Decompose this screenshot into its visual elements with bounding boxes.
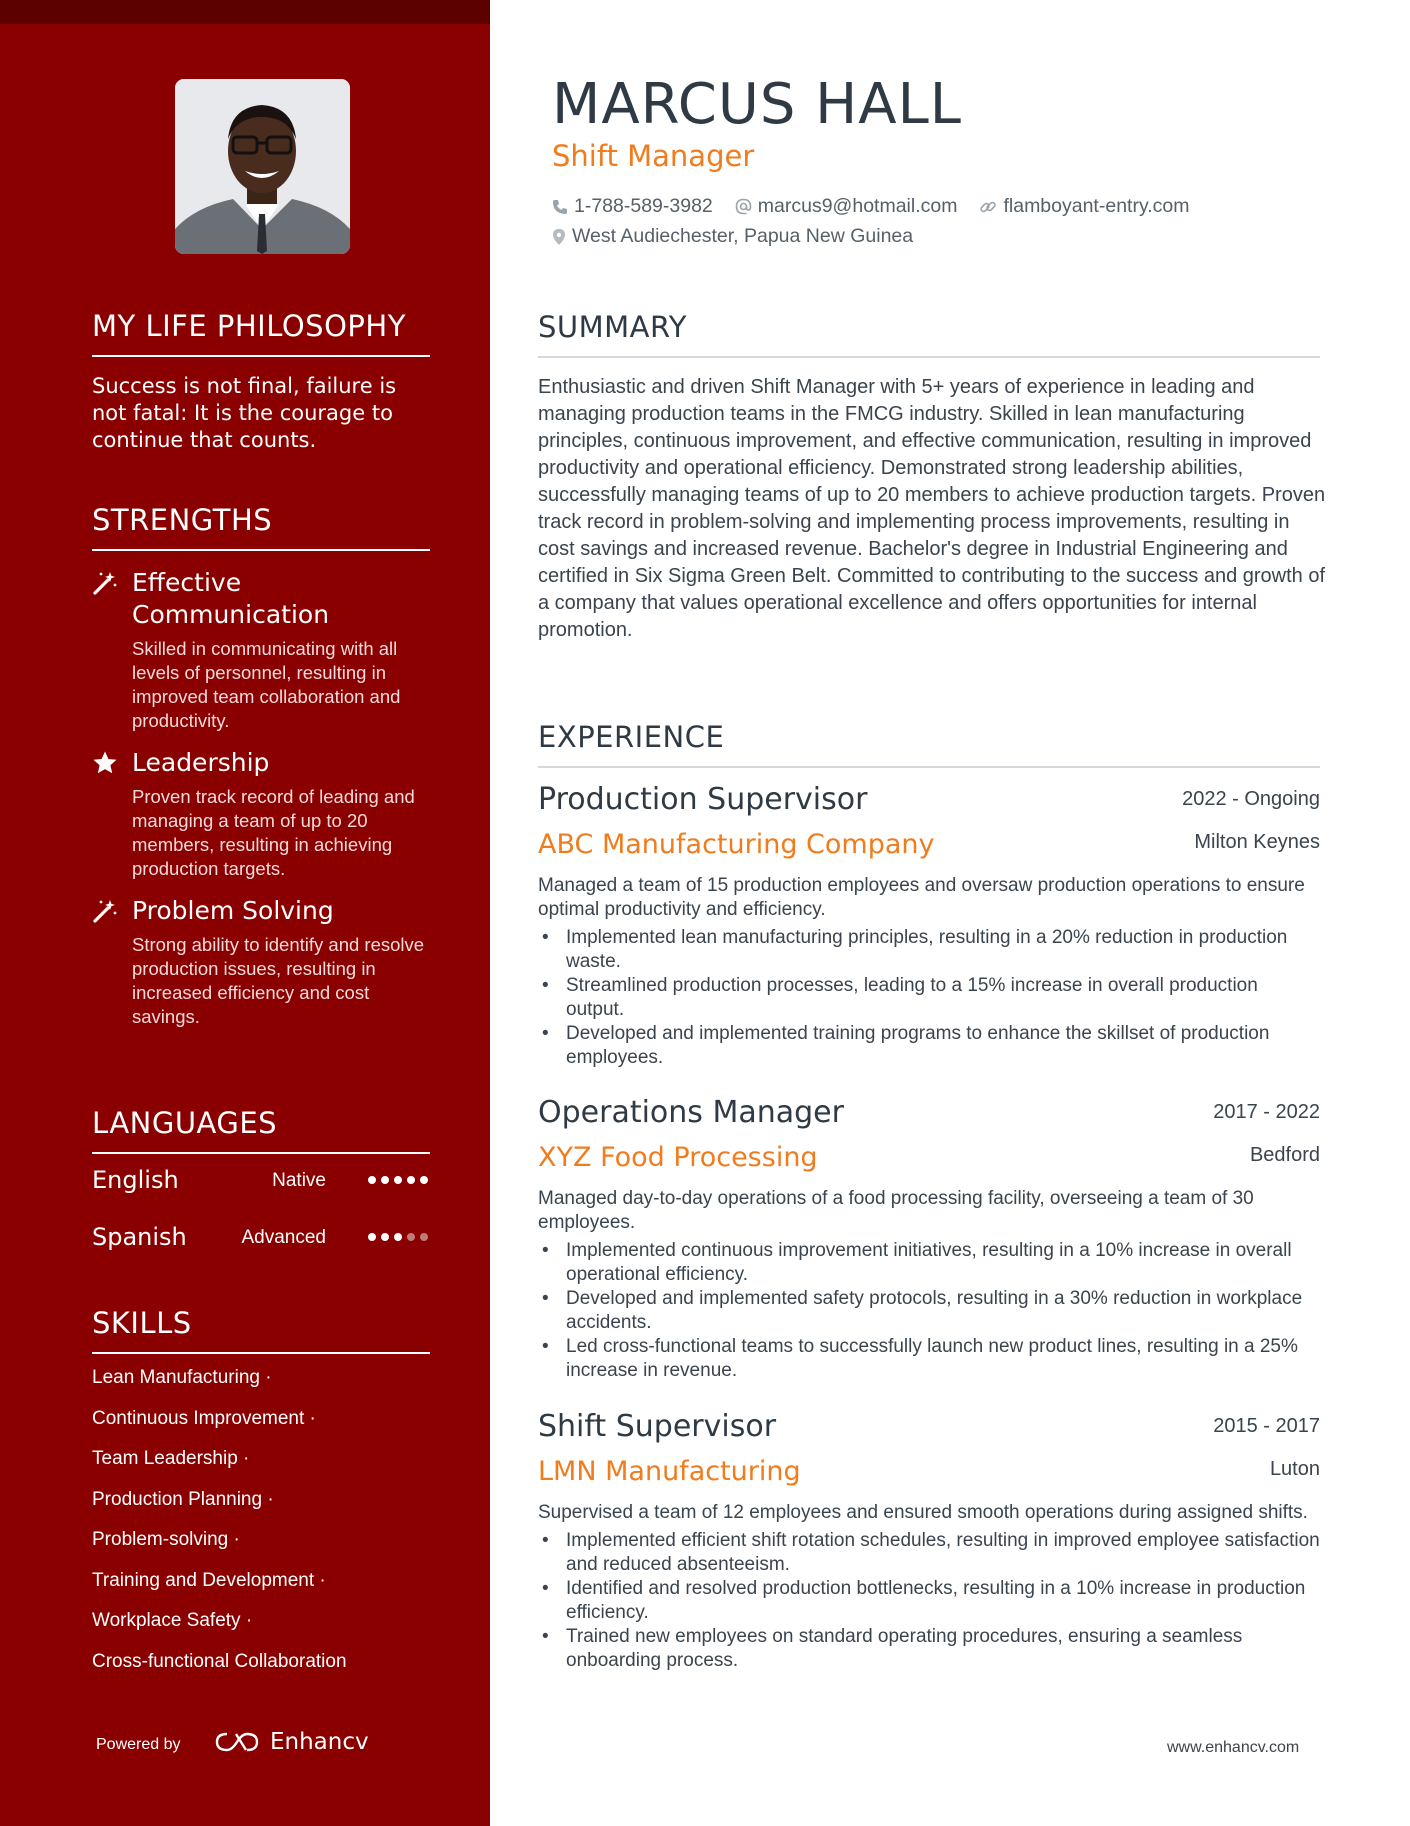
achievement-item: • Implemented continuous improvement initiatives, resulting in a 10% increase in overall operational efficiency. [538,1239,1320,1287]
skill-item: Production Planning · [92,1488,274,1510]
rating-dot-filled [420,1176,428,1184]
experience-entry [538,1409,1320,1673]
rating-dot-filled [394,1233,402,1241]
job-description: Managed day-to-day operations of a food processing facility, overseeing a team of 30 employees. [538,1188,1254,1233]
enhancv-logo-icon [214,1730,260,1754]
skill-item: Problem-solving · [92,1529,240,1550]
rating-dot-filled [368,1233,376,1241]
skills-section [92,1306,430,1686]
job-company: ABC Manufacturing Company [538,829,935,860]
achievement-item: • Developed and implemented training programs to enhance the skillset of production employees. [538,1022,1320,1070]
skills-list [92,1362,430,1686]
job-location: Luton [1269,1458,1320,1480]
job-location: Bedford [1249,1144,1320,1166]
candidate-name: MARCUS HALL [552,72,962,137]
phone-contact[interactable] [552,195,713,218]
strengths-section [92,503,430,1029]
phone-icon [552,199,568,215]
languages-section [92,1106,430,1268]
strength-desc: Skilled in communicating with all levels of personnel, resulting in improved team collaboration and productivity. [132,638,401,731]
job-dates: 2022 - Ongoing [1182,788,1320,810]
strength-item [92,747,430,881]
languages-heading: LANGUAGES [92,1106,430,1154]
website-contact[interactable] [979,195,1189,218]
skill-item: Lean Manufacturing · [92,1367,272,1388]
job-description: Supervised a team of 12 employees and ensured smooth operations during assigned shifts. [538,1502,1308,1523]
job-description: Managed a team of 15 production employees and oversaw production operations to ensure optimal productivity and efficiency. [538,875,1305,920]
rating-dot-filled [407,1176,415,1184]
location-row [552,225,935,248]
achievement-item: • Developed and implemented safety protocols, resulting in a 30% reduction in workplace accidents. [538,1287,1320,1335]
job-achievements [538,1239,1320,1383]
rating-dot-filled [394,1176,402,1184]
strengths-heading: STRENGTHS [92,503,430,551]
philosophy-text: Success is not final, failure is not fatal: It is the courage to continue that counts. [92,374,397,452]
philosophy-heading: MY LIFE PHILOSOPHY [92,309,430,357]
strength-item [92,567,430,733]
website-text: flamboyant-entry.com [1003,195,1190,217]
skills-heading: SKILLS [92,1306,430,1354]
magic-wand-icon [92,898,118,924]
rating-dot-filled [368,1176,376,1184]
star-icon [92,750,118,776]
achievement-item: • Trained new employees on standard operating procedures, ensuring a seamless onboarding process. [538,1625,1320,1673]
skill-item: Continuous Improvement · [92,1407,316,1429]
rating-dot-filled [381,1233,389,1241]
achievement-item: • Led cross-functional teams to successfully launch new product lines, resulting in a 25% increase in revenue. [538,1335,1320,1383]
skill-item: Cross-functional Collaboration [92,1650,347,1672]
experience-entry [538,1095,1320,1383]
enhancv-brand-link[interactable] [214,1729,369,1755]
rating-dot-empty [407,1233,415,1241]
strength-desc: Strong ability to identify and resolve production issues, resulting in increased efficiency and cost savings. [132,934,425,1027]
contact-row [552,195,1212,218]
at-sign-icon [735,198,752,215]
language-rating [368,1233,428,1241]
location-contact [552,225,913,248]
rating-dot-filled [381,1176,389,1184]
enhancv-website-link[interactable]: www.enhancv.com [1167,1739,1300,1756]
summary-text: Enthusiastic and driven Shift Manager with 5+ years of experience in leading and managing production teams in the FMCG industry. Skilled in lean manufacturing principles, continuous improvement, and effective communication, resulting in improved productivity and operational efficiency. Demonstrated strong leadership abilities, successfully managing teams of up to 20 members to achieve production targets. Proven track record in problem-solving and implementing process improvements, resulting in cost savings and increased revenue. Bachelor's degree in Industrial Engineering and certified in Six Sigma Green Belt. Committed to contributing to the success and growth of a company that values operational excellence and offers opportunities for internal promotion. [538,376,1326,641]
job-company: XYZ Food Processing [538,1142,818,1173]
strength-title: Leadership [132,748,270,777]
location-pin-icon [552,228,566,246]
job-role: Shift Supervisor [538,1409,777,1444]
skill-item: Team Leadership · [92,1448,250,1469]
language-name: English [92,1166,179,1194]
powered-by-label: Powered by [96,1736,181,1753]
sidebar [0,0,490,1826]
experience-entry [538,782,1320,1070]
job-achievements [538,1529,1320,1673]
sidebar-top-bar [0,0,490,24]
strength-desc: Proven track record of leading and managing a team of up to 20 members, resulting in achieving production targets. [132,786,415,879]
link-icon [979,198,997,216]
skill-item: Workplace Safety · [92,1610,253,1631]
job-location: Milton Keynes [1194,831,1320,853]
job-achievements [538,926,1320,1070]
achievement-item: • Identified and resolved production bottlenecks, resulting in a 10% increase in production efficiency. [538,1577,1320,1625]
rating-dot-empty [420,1233,428,1241]
brand-name: Enhancv [270,1729,369,1755]
strength-item [92,895,430,1029]
job-company: LMN Manufacturing [538,1456,801,1487]
job-dates: 2017 - 2022 [1213,1101,1320,1123]
magic-wand-icon [92,570,118,596]
job-role: Production Supervisor [538,782,868,817]
strength-title: Effective Communication [132,568,330,629]
strength-title: Problem Solving [132,896,334,925]
language-row [92,1154,430,1211]
job-role: Operations Manager [538,1095,844,1130]
candidate-title: Shift Manager [552,139,755,173]
email-text: marcus9@hotmail.com [757,195,958,217]
location-text: West Audiechester, Papua New Guinea [572,225,914,247]
profile-photo [175,79,350,254]
language-rating [368,1176,428,1184]
language-level: Advanced [241,1227,326,1248]
achievement-item: • Implemented lean manufacturing principles, resulting in a 20% reduction in production waste. [538,926,1320,974]
language-name: Spanish [92,1223,187,1251]
phone-text: 1-788-589-3982 [574,195,713,217]
experience-heading: EXPERIENCE [538,720,1320,768]
language-level: Native [272,1170,326,1191]
achievement-item: • Implemented efficient shift rotation schedules, resulting in improved employee satisfaction and reduced absenteeism. [538,1529,1320,1577]
job-dates: 2015 - 2017 [1213,1415,1320,1437]
avatar [175,79,350,254]
email-contact[interactable] [735,195,958,218]
summary-heading: SUMMARY [538,310,1320,358]
language-row [92,1211,430,1268]
skill-item: Training and Development · [92,1569,326,1591]
achievement-item: • Streamlined production processes, leading to a 15% increase in overall production output. [538,974,1320,1022]
philosophy-section [92,309,430,454]
